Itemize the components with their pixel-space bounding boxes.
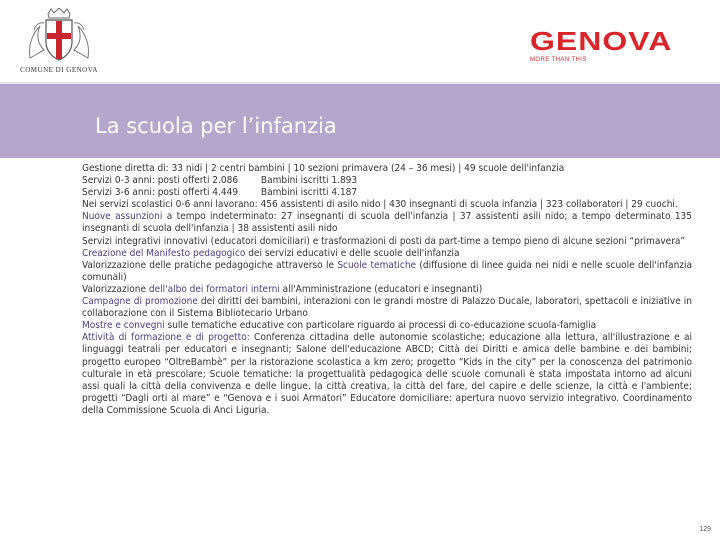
text-line: Servizi 3-6 anni: posti offerti 4.449 Bambini iscritti 4.187 (82, 187, 358, 199)
text-paragraph (82, 332, 692, 417)
text-line (82, 284, 692, 296)
highlight-text: Scuole tematiche (337, 259, 417, 271)
highlight-text: Attività di formazione e di progetto: (82, 332, 250, 344)
genova-brand-logo (530, 28, 705, 70)
highlight-text: dell'albo dei formatori interni (148, 283, 280, 295)
text-paragraph (82, 211, 692, 235)
paragraph-text: Valorizzazione delle pratiche pedagogiche attraverso le (82, 259, 338, 271)
paragraph-text: Valorizzazione (82, 283, 149, 295)
comune-label: COMUNE DI GENOVA (20, 66, 98, 74)
paragraph-text: sulle tematiche educative con particolare riguardo ai processi di co-educazione scuola-famiglia (164, 320, 597, 332)
text-line: Servizi integrativi innovativi (educatori domiciliari) e trasformazioni di posti da part-time a tempo pieno di alcune sezioni “primavera” (82, 235, 686, 247)
text-line (82, 320, 692, 332)
paragraph-text: Conferenza cittadina delle autonomie scolastiche; educazione alla lettura, all'illustrazione e ai linguaggi teatrali per educatori e insegnanti; Salone dell'educazione ABCD; Città dei Diritti e amica delle bambine e dei bambini; progetto europeo “OltreBambè” per la ristorazione scolastica a km zero; progetto “Kids in the city” per la conoscenza del patrimonio culturale in età prescolare; Scuole tematiche: la progettualità pedagogica delle scuole comunali è stata impostata intorno ad alcuni assi quali la città della convivenza e delle lingue, la città creativa, la città del fare, del capire e delle scienze, la città e l'ambiente; progetti “Dagli orti al mare” e “Genova e i suoi Armatori” Educatore domiciliare: apertura nuovo servizio integrativo. Coordinamento della Commissione Scuola di Anci Liguria. (82, 332, 692, 416)
paragraph-text: dei servizi educativi e delle scuole dell'infanzia (245, 247, 460, 259)
highlight-text: Mostre e convegni (82, 320, 165, 332)
highlight-text: Campagne di promozione (82, 296, 198, 308)
brand-wordmark: GENOVA (530, 26, 673, 56)
body-text (82, 163, 692, 417)
text-line (82, 248, 692, 260)
coat-of-arms-icon (24, 8, 94, 64)
text-line: Nei servizi scolastici 0-6 anni lavorano: 456 assistenti di asilo nido | 430 insegnanti di scuola infanzia | 323 collaboratori | 29 cuochi. (82, 199, 678, 211)
paragraph-text: a tempo indeterminato: 27 insegnanti di scuola dell'infanzia | 37 assistenti asili nido; a tempo determinato 135 insegnanti di scuola dell'infanzia | 38 assistenti asili nido (82, 211, 692, 235)
page-header (0, 0, 720, 82)
comune-di-genova-logo (16, 8, 102, 78)
page-number: 129 (699, 526, 711, 533)
paragraph-text: dei diritti dei bambini, interazioni con le grandi mostre di Palazzo Ducale, laboratori, spettacoli e iniziative in collaborazione con il Sistema Bibliotecario Urbano (82, 296, 693, 320)
highlight-text: Nuove assunzioni (82, 211, 163, 223)
text-paragraph (82, 296, 692, 320)
brand-tagline: MORE THAN THIS (530, 57, 587, 63)
paragraph-text: (diffusione di linee guida nei nidi e nelle scuole dell'infanzia comunali) (82, 259, 693, 283)
highlight-text: Creazione del Manifesto pedagogico (82, 247, 246, 259)
page-title: La scuola per l’infanzia (95, 114, 337, 138)
text-paragraph (82, 260, 692, 284)
text-line: Gestione diretta di: 33 nidi | 2 centri bambini | 10 sezioni primavera (24 – 36 mesi) | 49 scuole dell'infanzia (82, 163, 565, 174)
paragraph-text: all'Amministrazione (educatori e insegnanti) (279, 283, 483, 295)
title-banner (0, 84, 720, 158)
text-line: Servizi 0-3 anni: posti offerti 2.086 Bambini iscritti 1.893 (82, 175, 358, 187)
